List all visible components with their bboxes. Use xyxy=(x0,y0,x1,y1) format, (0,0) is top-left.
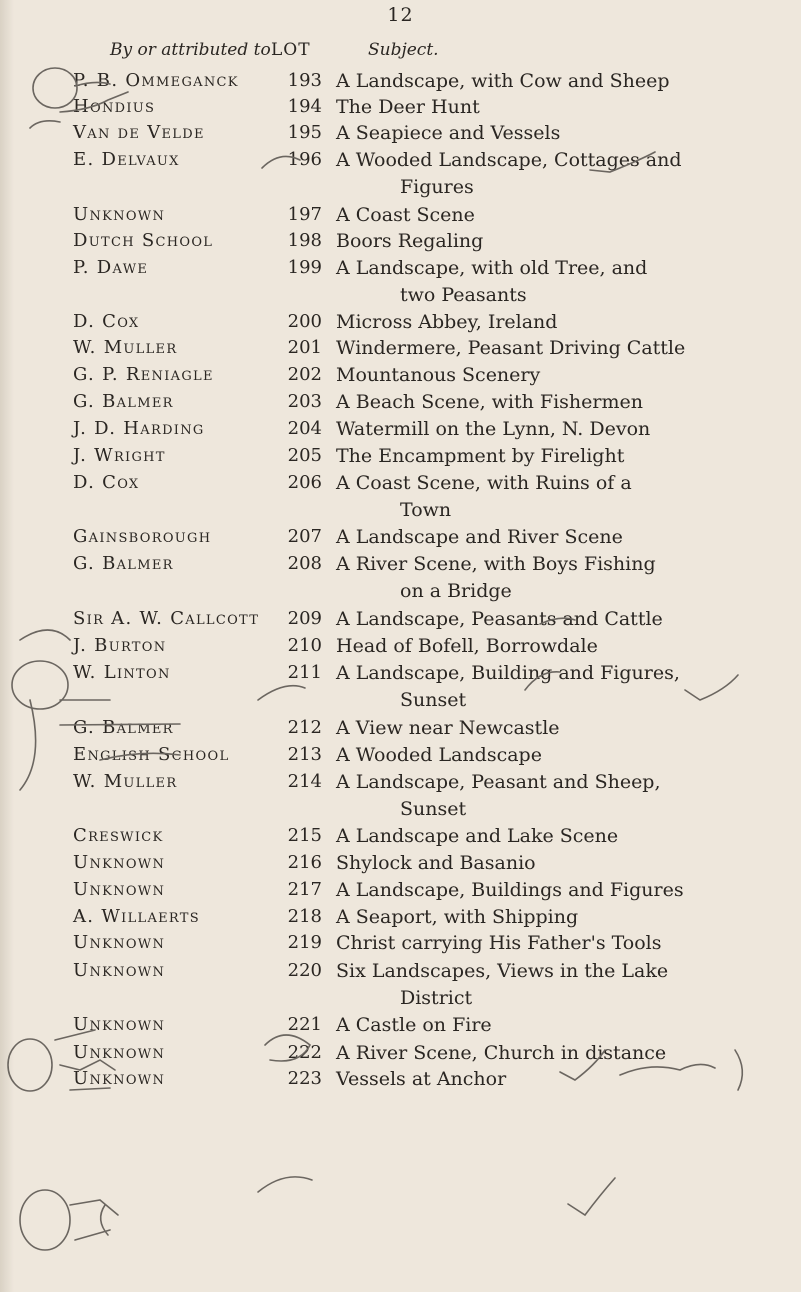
entry-artist: Unknown xyxy=(73,1042,166,1063)
entry-artist: G. P. Reniagle xyxy=(73,364,214,385)
entry-artist: J. Burton xyxy=(73,635,167,656)
entry-subject: A Landscape, Peasant and Sheep, xyxy=(336,771,661,793)
entry-subject: Boors Regaling xyxy=(336,230,484,252)
catalogue-entry-lot-197 xyxy=(0,202,801,228)
catalogue-entry-lot-205 xyxy=(0,443,801,469)
entry-lot-number: 218 xyxy=(287,906,322,927)
entry-subject-continuation-text: Town xyxy=(400,499,452,521)
entry-artist: D. Cox xyxy=(73,472,140,493)
entry-lot-number: 208 xyxy=(287,553,322,574)
entry-subject: A River Scene, Church in distance xyxy=(336,1042,667,1064)
entry-subject: A Coast Scene, with Ruins of a xyxy=(336,472,632,494)
entry-artist: Dutch School xyxy=(73,230,214,251)
entry-artist: Creswick xyxy=(73,825,164,846)
entry-subject: A Wooded Landscape, Cottages and xyxy=(336,149,682,171)
entry-lot-number: 219 xyxy=(287,932,322,953)
entry-lot-number: 197 xyxy=(287,204,322,225)
catalogue-entry-lot-201 xyxy=(0,335,801,361)
entry-artist: J. Wright xyxy=(73,445,166,466)
catalogue-entry-lot-209 xyxy=(0,606,801,632)
entry-subject: Shylock and Basanio xyxy=(336,852,536,874)
entry-lot-number: 209 xyxy=(287,608,322,629)
entry-artist: J. D. Harding xyxy=(73,418,205,439)
entry-lot-number: 207 xyxy=(287,526,322,547)
catalogue-entry-lot-200 xyxy=(0,309,801,335)
entry-artist: Van de Velde xyxy=(73,122,205,143)
entry-subject: A Landscape, with Cow and Sheep xyxy=(336,70,670,92)
entry-subject: A Beach Scene, with Fishermen xyxy=(336,391,643,413)
entry-subject: Watermill on the Lynn, N. Devon xyxy=(336,418,651,440)
entry-artist: G. Balmer xyxy=(73,717,174,738)
entry-artist: Unknown xyxy=(73,932,166,953)
entry-lot-number: 205 xyxy=(287,445,322,466)
catalogue-entry-lot-213 xyxy=(0,742,801,768)
entry-subject: A Landscape, with old Tree, and xyxy=(336,257,648,279)
catalogue-entry-lot-216 xyxy=(0,850,801,876)
entry-subject: A Landscape, Buildings and Figures xyxy=(336,879,684,901)
entry-lot-number: 194 xyxy=(287,96,322,117)
catalogue-entry-lot-195 xyxy=(0,120,801,146)
catalogue-entry-lot-194 xyxy=(0,94,801,120)
entry-subject: A Landscape, Building and Figures, xyxy=(336,662,680,684)
catalogue-entry-lot-202 xyxy=(0,362,801,388)
entry-lot-number: 217 xyxy=(287,879,322,900)
entry-artist: A. Willaerts xyxy=(73,906,200,927)
entry-subject: Christ carrying His Father's Tools xyxy=(336,932,662,954)
entry-subject-continuation-text: Sunset xyxy=(400,689,467,711)
entry-lot-number: 214 xyxy=(287,771,322,792)
entry-subject-continuation xyxy=(0,282,801,308)
entry-lot-number: 222 xyxy=(287,1042,322,1063)
pencil-stroke-18 xyxy=(258,1177,312,1192)
entry-subject-continuation xyxy=(0,578,801,604)
entry-subject-continuation-text: on a Bridge xyxy=(400,580,512,602)
entry-subject-continuation-text: District xyxy=(400,987,473,1009)
catalogue-entry-lot-198 xyxy=(0,228,801,254)
entry-lot-number: 203 xyxy=(287,391,322,412)
entry-subject-continuation xyxy=(0,497,801,523)
pencil-stroke-12 xyxy=(70,1200,118,1215)
entry-lot-number: 193 xyxy=(287,70,322,91)
catalogue-entry-lot-217 xyxy=(0,877,801,903)
entry-subject: A River Scene, with Boys Fishing xyxy=(336,553,656,575)
entry-subject: Six Landscapes, Views in the Lake xyxy=(336,960,669,982)
catalogue-entry-lot-211 xyxy=(0,660,801,686)
entry-subject: Head of Bofell, Borrowdale xyxy=(336,635,598,657)
entry-subject-continuation-text: Sunset xyxy=(400,798,467,820)
entry-subject: A View near Newcastle xyxy=(336,717,560,739)
entry-lot-number: 204 xyxy=(287,418,322,439)
catalogue-entry-lot-208 xyxy=(0,551,801,577)
entry-lot-number: 220 xyxy=(287,960,322,981)
catalogue-entry-lot-196 xyxy=(0,147,801,173)
entry-artist: Gainsborough xyxy=(73,526,212,547)
entry-lot-number: 210 xyxy=(287,635,322,656)
catalogue-entry-lot-193 xyxy=(0,68,801,94)
entry-subject: A Coast Scene xyxy=(336,204,475,226)
entry-subject-continuation-text: Figures xyxy=(400,176,474,198)
catalogue-entry-lot-212 xyxy=(0,715,801,741)
entry-subject: A Castle on Fire xyxy=(336,1014,492,1036)
catalogue-entry-lot-199 xyxy=(0,255,801,281)
column-header-artist: By or attributed to xyxy=(110,40,271,60)
entry-lot-number: 212 xyxy=(287,717,322,738)
entry-lot-number: 200 xyxy=(287,311,322,332)
column-header-lot: LOT xyxy=(271,40,311,60)
entry-subject-continuation xyxy=(0,174,801,200)
entry-subject: A Seapiece and Vessels xyxy=(336,122,561,144)
catalogue-entry-lot-204 xyxy=(0,416,801,442)
entry-lot-number: 196 xyxy=(287,149,322,170)
entry-subject: Mountanous Scenery xyxy=(336,364,541,386)
entry-subject: A Landscape and River Scene xyxy=(336,526,623,548)
catalogue-entry-lot-214 xyxy=(0,769,801,795)
entry-artist: E. Delvaux xyxy=(73,149,180,170)
entry-artist: W. Muller xyxy=(73,771,178,792)
entry-lot-number: 213 xyxy=(287,744,322,765)
page-number: 12 xyxy=(387,4,414,26)
catalogue-entry-lot-222 xyxy=(0,1040,801,1066)
column-header-subject: Subject. xyxy=(368,40,439,60)
pencil-tick-4 xyxy=(568,1178,615,1215)
entry-artist: Unknown xyxy=(73,960,166,981)
entry-subject: Micross Abbey, Ireland xyxy=(336,311,558,333)
entry-artist: Unknown xyxy=(73,1014,166,1035)
entry-lot-number: 223 xyxy=(287,1068,322,1089)
catalogue-entry-lot-221 xyxy=(0,1012,801,1038)
catalogue-entry-lot-223 xyxy=(0,1066,801,1092)
entry-lot-number: 206 xyxy=(287,472,322,493)
entry-lot-number: 201 xyxy=(287,337,322,358)
entry-artist: Unknown xyxy=(73,879,166,900)
entry-lot-number: 215 xyxy=(287,825,322,846)
entry-artist: P. Dawe xyxy=(73,257,149,278)
entry-lot-number: 198 xyxy=(287,230,322,251)
catalogue-entry-lot-219 xyxy=(0,930,801,956)
entry-artist: W. Linton xyxy=(73,662,171,683)
entry-subject: A Landscape, Peasants and Cattle xyxy=(336,608,663,630)
entry-subject-continuation-text: two Peasants xyxy=(400,284,527,306)
catalogue-entry-lot-215 xyxy=(0,823,801,849)
entry-artist: English School xyxy=(73,744,230,765)
entry-subject-continuation xyxy=(0,687,801,713)
entry-subject-continuation xyxy=(0,796,801,822)
entry-lot-number: 221 xyxy=(287,1014,322,1035)
entry-artist: W. Muller xyxy=(73,337,178,358)
pencil-stroke-13 xyxy=(75,1230,110,1240)
entry-subject: A Wooded Landscape xyxy=(336,744,542,766)
entry-artist: G. Balmer xyxy=(73,391,174,412)
catalogue-entry-lot-207 xyxy=(0,524,801,550)
entry-artist: Unknown xyxy=(73,852,166,873)
entry-artist: Unknown xyxy=(73,1068,166,1089)
entry-subject: The Encampment by Firelight xyxy=(336,445,625,467)
entry-subject: A Landscape and Lake Scene xyxy=(336,825,619,847)
catalogue-entry-lot-210 xyxy=(0,633,801,659)
entry-lot-number: 211 xyxy=(287,662,322,683)
entry-subject-continuation xyxy=(0,985,801,1011)
entry-lot-number: 216 xyxy=(287,852,322,873)
entry-lot-number: 199 xyxy=(287,257,322,278)
entry-artist: Hondius xyxy=(73,96,156,117)
entry-subject: Windermere, Peasant Driving Cattle xyxy=(336,337,686,359)
entry-artist: G. Balmer xyxy=(73,553,174,574)
entry-artist: Unknown xyxy=(73,204,166,225)
catalogue-entry-lot-220 xyxy=(0,958,801,984)
entry-subject: A Seaport, with Shipping xyxy=(336,906,579,928)
entry-artist: D. Cox xyxy=(73,311,140,332)
catalogue-entry-lot-203 xyxy=(0,389,801,415)
entry-lot-number: 195 xyxy=(287,122,322,143)
entry-subject: The Deer Hunt xyxy=(336,96,480,118)
entry-artist: P. B. Ommeganck xyxy=(73,70,239,91)
entry-artist: Sir A. W. Callcott xyxy=(73,608,260,629)
catalogue-entry-lot-218 xyxy=(0,904,801,930)
pencil-stroke-14 xyxy=(101,1205,108,1235)
catalogue-entry-lot-206 xyxy=(0,470,801,496)
entry-subject: Vessels at Anchor xyxy=(336,1068,507,1090)
pencil-circle-4 xyxy=(20,1190,70,1250)
entry-lot-number: 202 xyxy=(287,364,322,385)
